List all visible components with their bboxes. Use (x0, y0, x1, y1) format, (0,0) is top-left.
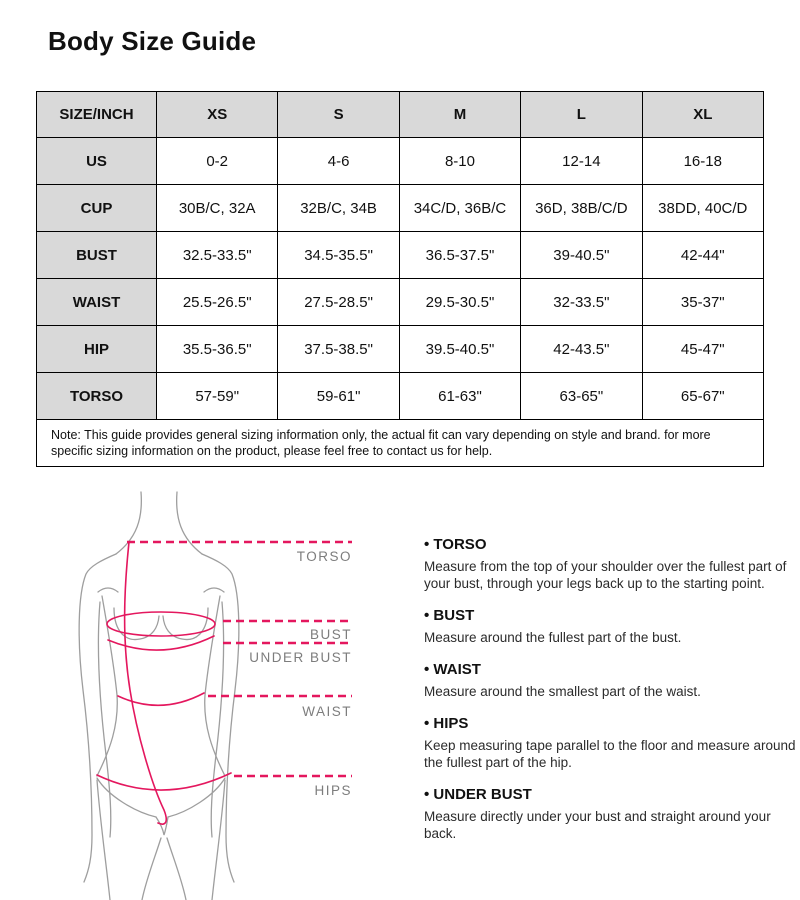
waist-label: WAIST (302, 704, 352, 719)
table-cell: 16-18 (642, 138, 763, 185)
body-measurement-diagram (40, 490, 440, 900)
instruction-torso (424, 536, 796, 592)
table-cell: 37.5-38.5" (278, 326, 399, 373)
table-cell: 57-59" (157, 373, 278, 420)
instruction-text: Keep measuring tape parallel to the floor and measure around the fullest part of the hip. (424, 738, 796, 770)
column-header-s: S (278, 92, 399, 138)
table-cell: 27.5-28.5" (278, 279, 399, 326)
table-cell: 42-43.5" (521, 326, 642, 373)
size-chart-table (36, 91, 764, 467)
instruction-under-bust (424, 786, 796, 842)
table-cell: 39-40.5" (521, 232, 642, 279)
table-cell: 12-14 (521, 138, 642, 185)
column-header-m: M (399, 92, 520, 138)
measuring-instructions (424, 536, 796, 842)
measuring-tape-lines (97, 542, 231, 824)
column-header-l: L (521, 92, 642, 138)
table-row-torso (37, 373, 764, 420)
page-title: Body Size Guide (48, 26, 257, 56)
torso-label: TORSO (296, 549, 352, 564)
table-cell: 59-61" (278, 373, 399, 420)
table-cell: 32.5-33.5" (157, 232, 278, 279)
instruction-text: Measure from the top of your shoulder over the fullest part of your bust, through your legs back up to the starting point. (424, 559, 787, 591)
column-header-xl: XL (642, 92, 763, 138)
table-cell: 65-67" (642, 373, 763, 420)
table-cell: 32B/C, 34B (278, 185, 399, 232)
table-cell: 25.5-26.5" (157, 279, 278, 326)
instruction-title: • HIPS (424, 715, 469, 732)
instruction-title: • WAIST (424, 661, 481, 678)
under-bust-label: UNDER BUST (249, 650, 352, 665)
table-cell: 8-10 (399, 138, 520, 185)
torso-tape-line (125, 542, 167, 824)
table-cell: 30B/C, 32A (157, 185, 278, 232)
table-cell: 39.5-40.5" (399, 326, 520, 373)
row-label-cup: CUP (37, 185, 157, 232)
table-cell: 34.5-35.5" (278, 232, 399, 279)
instruction-text: Measure around the fullest part of the bust. (424, 630, 682, 645)
instruction-waist (424, 661, 796, 700)
row-label-torso: TORSO (37, 373, 157, 420)
instruction-text: Measure directly under your bust and straight around your back. (424, 809, 771, 841)
table-cell: 45-47" (642, 326, 763, 373)
table-cell: 42-44" (642, 232, 763, 279)
table-cell: 0-2 (157, 138, 278, 185)
table-cell: 29.5-30.5" (399, 279, 520, 326)
table-row-waist (37, 279, 764, 326)
under-bust-tape-line (108, 636, 214, 650)
instruction-title: • BUST (424, 607, 475, 624)
hips-label: HIPS (314, 783, 352, 798)
diagram-labels (249, 549, 352, 798)
bust-label: BUST (309, 627, 352, 642)
table-cell: 35-37" (642, 279, 763, 326)
instruction-text: Measure around the smallest part of the waist. (424, 684, 701, 699)
column-header-xs: XS (157, 92, 278, 138)
table-row-us (37, 138, 764, 185)
table-cell: 63-65" (521, 373, 642, 420)
sizing-note: Note: This guide provides general sizing information only, the actual fit can vary depending on style and brand. for more specific sizing information on the product, please feel free to contact us for help. (37, 420, 764, 467)
column-header-size-inch: SIZE/INCH (37, 92, 157, 138)
table-cell: 35.5-36.5" (157, 326, 278, 373)
table-cell: 4-6 (278, 138, 399, 185)
row-label-bust: BUST (37, 232, 157, 279)
table-cell: 36.5-37.5" (399, 232, 520, 279)
instruction-hips (424, 715, 796, 771)
table-cell: 32-33.5" (521, 279, 642, 326)
table-cell: 36D, 38B/C/D (521, 185, 642, 232)
row-label-us: US (37, 138, 157, 185)
instruction-title: • UNDER BUST (424, 786, 532, 803)
hips-tape-line (97, 773, 231, 790)
table-cell: 38DD, 40C/D (642, 185, 763, 232)
table-row-cup (37, 185, 764, 232)
table-header-row (37, 92, 764, 138)
row-label-hip: HIP (37, 326, 157, 373)
table-cell: 34C/D, 36B/C (399, 185, 520, 232)
instruction-title: • TORSO (424, 536, 487, 553)
table-row-bust (37, 232, 764, 279)
table-row-hip (37, 326, 764, 373)
instruction-bust (424, 607, 796, 646)
table-note-row (37, 420, 764, 467)
row-label-waist: WAIST (37, 279, 157, 326)
table-cell: 61-63" (399, 373, 520, 420)
bust-tape-line (107, 612, 215, 636)
